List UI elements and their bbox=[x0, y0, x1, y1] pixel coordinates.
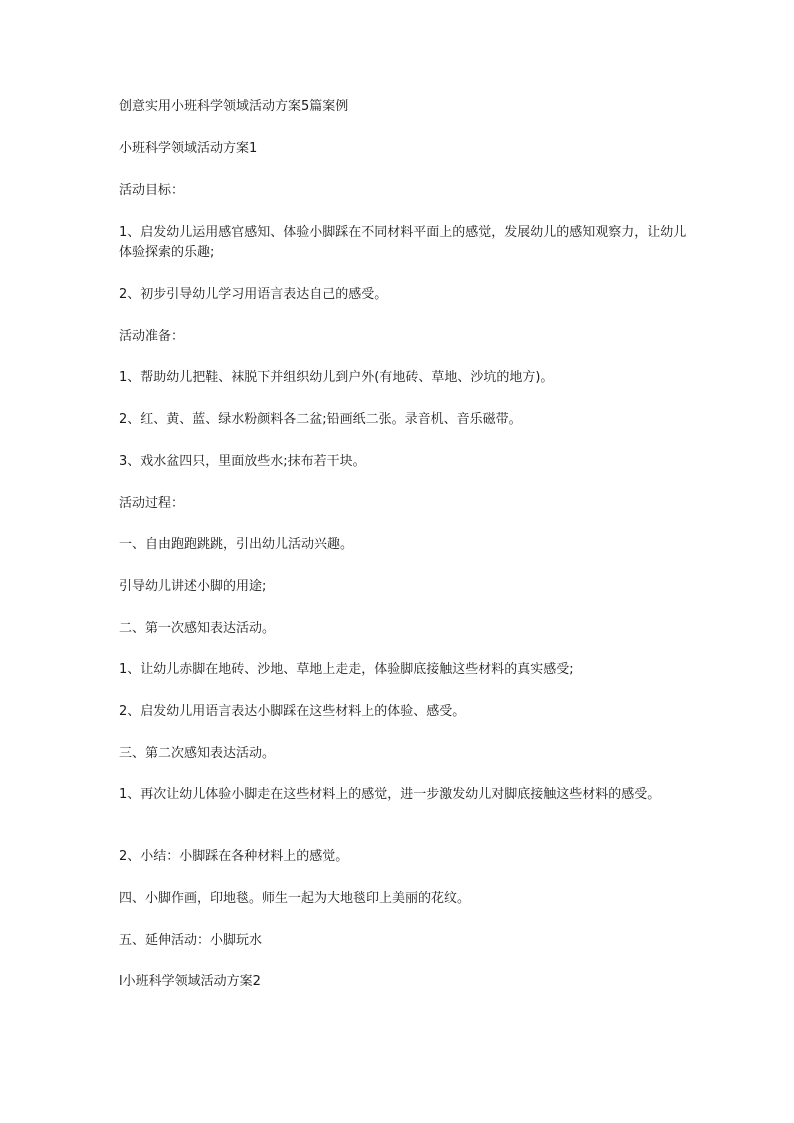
prep-heading: 活动准备： bbox=[119, 329, 185, 344]
step-5: 五、延伸活动：小脚玩水 bbox=[119, 933, 263, 948]
prep-item-2: 2、红、黄、蓝、绿水粉颜料各二盆;铅画纸二张。录音机、音乐磁带。 bbox=[119, 412, 522, 427]
plan2-heading: l小班科学领域活动方案2 bbox=[119, 974, 261, 989]
goal-item-1: 1、启发幼儿运用感官感知、体验小脚踩在不同材料平面上的感觉，发展幼儿的感知观察力，让幼儿体验探索的乐趣; bbox=[119, 225, 687, 260]
step-2-item-1: 1、让幼儿赤脚在地砖、沙地、草地上走走，体验脚底接触这些材料的真实感受; bbox=[119, 662, 574, 677]
step-3: 三、第二次感知表达活动。 bbox=[119, 746, 276, 761]
document-title: 创意实用小班科学领域活动方案5篇案例 bbox=[119, 99, 349, 114]
step-2: 二、第一次感知表达活动。 bbox=[119, 621, 276, 636]
step-3-item-1: 1、再次让幼儿体验小脚走在这些材料上的感觉，进一步激发幼儿对脚底接触这些材料的感受。 bbox=[119, 787, 661, 802]
step-3-item-2: 2、小结：小脚踩在各种材料上的感觉。 bbox=[119, 849, 349, 864]
step-1: 一、自由跑跑跳跳，引出幼儿活动兴趣。 bbox=[119, 537, 354, 552]
step-2-item-2: 2、启发幼儿用语言表达小脚踩在这些材料上的体验、感受。 bbox=[119, 704, 466, 719]
goal-item-2: 2、初步引导幼儿学习用语言表达自己的感受。 bbox=[119, 287, 388, 302]
goal-heading: 活动目标： bbox=[119, 183, 185, 198]
step-4: 四、小脚作画，印地毯。师生一起为大地毯印上美丽的花纹。 bbox=[119, 891, 471, 906]
step-1-note: 引导幼儿讲述小脚的用途; bbox=[119, 579, 267, 594]
process-heading: 活动过程： bbox=[119, 496, 185, 511]
prep-item-1: 1、帮助幼儿把鞋、袜脱下并组织幼儿到户外(有地砖、草地、沙坑的地方)。 bbox=[119, 370, 554, 385]
prep-item-3: 3、戏水盆四只，里面放些水;抹布若干块。 bbox=[119, 454, 366, 469]
plan1-heading: 小班科学领域活动方案1 bbox=[119, 141, 258, 156]
